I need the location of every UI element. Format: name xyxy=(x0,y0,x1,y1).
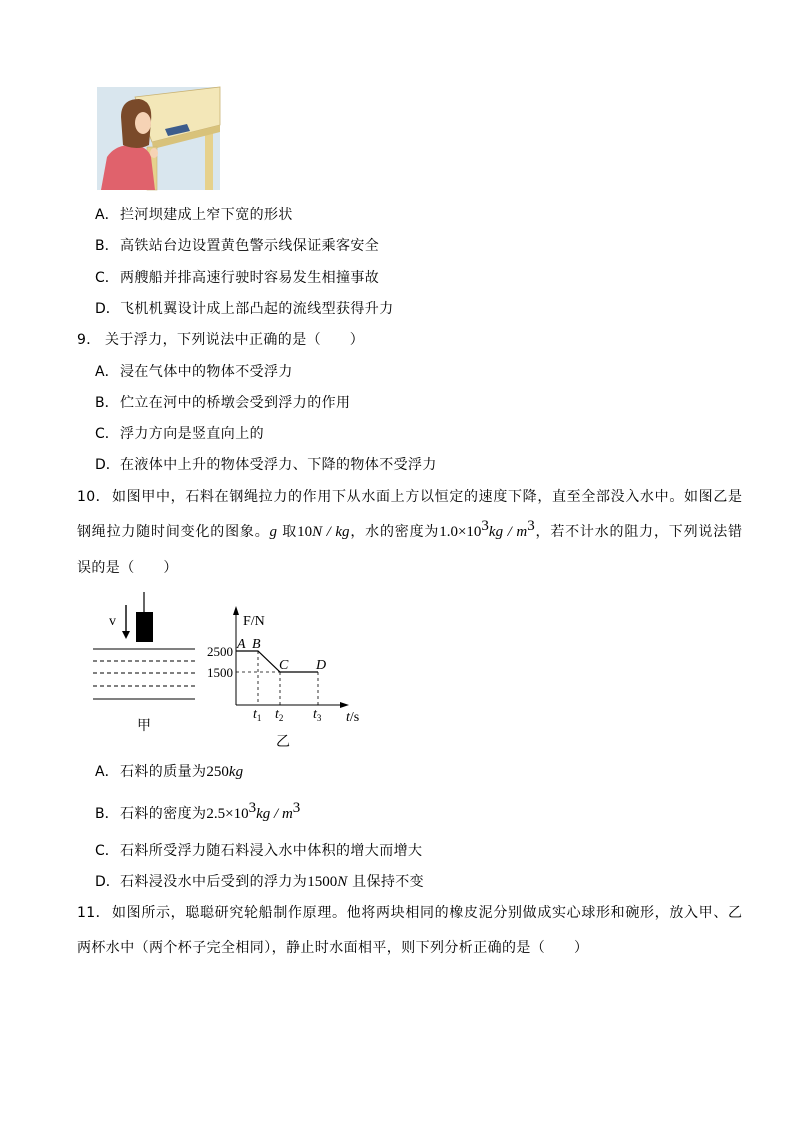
q10-option-c-text: 石料所受浮力随石料浸入水中体积的增大而增大 xyxy=(120,843,423,859)
q9-option-d-text: 在液体中上升的物体受浮力、下降的物体不受浮力 xyxy=(120,457,437,473)
figure-jia xyxy=(93,592,195,734)
force-time-curve xyxy=(236,651,318,672)
q10-option-b-unit: kg / m xyxy=(256,806,293,822)
q10-option-b-mantissa: 2.5×10 xyxy=(206,806,249,822)
q8-option-c-text: 两艘船并排高速行驶时容易发生相撞事故 xyxy=(120,270,380,286)
q9-option-c xyxy=(95,424,264,444)
q10-option-b-letter: B． xyxy=(95,806,119,822)
tick-force-high: 2500 xyxy=(207,644,233,659)
q10-option-a xyxy=(95,762,243,782)
q9-option-a xyxy=(95,362,293,382)
q10-option-a-letter: A． xyxy=(95,764,119,780)
q8-option-c xyxy=(95,268,379,288)
q9-option-a-letter: A． xyxy=(95,364,119,380)
girl-hand xyxy=(150,148,158,158)
x-axis-label xyxy=(346,710,359,725)
table-right-leg xyxy=(205,127,213,190)
q9-option-a-text: 浸在气体中的物体不受浮力 xyxy=(120,364,293,380)
q8-option-c-letter: C． xyxy=(95,270,119,286)
q10-option-d-unit: N xyxy=(337,874,348,890)
q10-g-value: 10 xyxy=(297,524,313,540)
tick-force-low: 1500 xyxy=(207,665,233,680)
q10-option-d-value: 1500 xyxy=(307,874,338,890)
q10-density-unit: kg / m xyxy=(488,524,528,540)
q10-option-c xyxy=(95,841,422,861)
q10-option-d-tail: 且保持不变 xyxy=(347,874,425,890)
girl-face xyxy=(135,112,151,134)
q11-stem-line1: 如图所示，聪聪研究轮船制作原理。他将两块相同的橡皮泥分别做成实心球形和碗形，放入甲、乙 xyxy=(112,905,742,921)
point-label-a: A xyxy=(237,637,246,652)
q10-option-b-text: 石料的密度为 xyxy=(120,806,207,822)
q9-option-d xyxy=(95,455,437,475)
q9-option-c-text: 浮力方向是竖直向上的 xyxy=(120,426,264,442)
q9-option-c-letter: C． xyxy=(95,426,119,442)
q9-number: 9． xyxy=(77,332,101,348)
q8-option-a-text: 拦河坝建成上窄下宽的形状 xyxy=(120,207,293,223)
q10-g-unit: N / kg xyxy=(312,524,350,540)
tick-t1: $t_1$ xyxy=(253,707,262,723)
q10-stem-text-d: ，若不计水的阻力，下列说法错 xyxy=(534,524,743,540)
q10-stem-text-c: ，水的密度为 xyxy=(349,524,440,540)
q10-option-b-unit-exp: 3 xyxy=(292,800,301,816)
q10-stem-text-a: 钢绳拉力随时间变化的图象。 xyxy=(77,524,270,540)
tick-t2: $t_2$ xyxy=(275,707,284,723)
q9-option-d-letter: D． xyxy=(95,457,120,473)
figure-yi-graph xyxy=(207,606,359,750)
q11-number: 11． xyxy=(77,905,111,921)
q9-option-b-letter: B． xyxy=(95,395,119,411)
q10-figure xyxy=(85,585,375,755)
q8-option-b xyxy=(95,236,379,256)
q10-option-a-value: 250 xyxy=(206,764,229,780)
x-axis-var: t xyxy=(346,710,350,725)
q10-density-exp: 3 xyxy=(481,518,489,534)
q10-density-mantissa: 1.0×10 xyxy=(439,524,482,540)
x-axis-arrow xyxy=(340,702,349,708)
q8-option-a-letter: A． xyxy=(95,207,119,223)
q8-option-d-letter: D． xyxy=(95,301,120,317)
stone-block xyxy=(136,612,153,642)
q10-option-c-letter: C． xyxy=(95,843,119,859)
q10-stem-text-b: 取 xyxy=(277,524,298,540)
q10-option-a-unit: kg xyxy=(228,764,244,780)
q10-stem-line2 xyxy=(77,518,743,542)
q10-stem-line1: 如图甲中，石料在钢绳拉力的作用下从水面上方以恒定的速度下降，直至全部没入水中。如图乙是 xyxy=(112,489,742,505)
q8-option-b-letter: B． xyxy=(95,238,119,254)
point-label-b: B xyxy=(252,637,261,652)
figure-yi-caption: 乙 xyxy=(276,734,290,750)
q8-option-d-text: 飞机机翼设计成上部凸起的流线型获得升力 xyxy=(120,301,394,317)
q11-stem-line2: 两杯水中（两个杯子完全相同），静止时水面相平，则下列分析正确的是（ ） xyxy=(77,940,589,956)
tick-t3: $t_3$ xyxy=(313,707,322,723)
point-label-c: C xyxy=(279,658,289,673)
q10-option-d-text: 石料浸没水中后受到的浮力为 xyxy=(120,874,308,890)
q9-option-b xyxy=(95,393,350,413)
q10-density-unit-exp: 3 xyxy=(527,518,535,534)
q10-g-symbol: g xyxy=(269,524,278,540)
q10-number: 10． xyxy=(77,489,111,505)
point-label-d: D xyxy=(316,658,327,673)
velocity-arrow-head xyxy=(122,631,130,639)
q8-option-a xyxy=(95,205,293,225)
x-axis-unit: /s xyxy=(349,710,360,725)
q10-option-b xyxy=(95,800,301,824)
q10-option-a-text: 石料的质量为 xyxy=(120,764,207,780)
q9-option-b-text: 伫立在河中的桥墩会受到浮力的作用 xyxy=(120,395,351,411)
illustration-girl-table xyxy=(97,87,220,190)
y-axis-label: F/N xyxy=(243,614,265,629)
q10-option-d-letter: D． xyxy=(95,874,120,890)
y-axis-arrow xyxy=(233,606,239,615)
q8-option-b-text: 高铁站台边设置黄色警示线保证乘客安全 xyxy=(120,238,380,254)
q10-stem-line3: 误的是（ ） xyxy=(77,560,178,576)
q10-option-d xyxy=(95,872,424,892)
q9-stem: 关于浮力，下列说法中正确的是（ ） xyxy=(105,332,365,348)
figure-jia-caption: 甲 xyxy=(137,718,151,734)
velocity-label: v xyxy=(109,614,116,629)
q8-option-d xyxy=(95,299,394,319)
q10-option-b-exp: 3 xyxy=(248,800,257,816)
